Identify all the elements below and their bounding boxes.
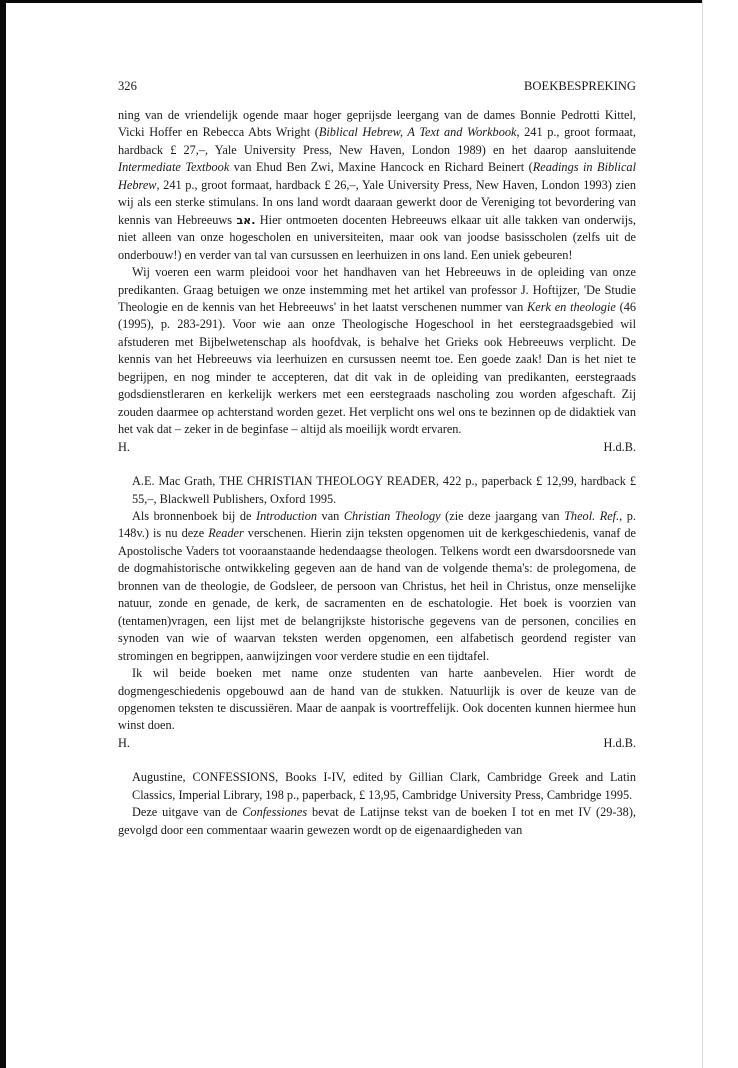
- signature-initial: H.: [118, 439, 130, 454]
- scan-border-left: [0, 0, 6, 1068]
- hebrew-letters: אב.: [236, 213, 256, 227]
- signature-initial: H.: [118, 735, 130, 750]
- page-number: 326: [118, 79, 137, 93]
- scan-border-top: [0, 0, 704, 3]
- review3-bibliographic-entry: Augustine, CONFESSIONS, Books I-IV, edited by Gillian Clark, Cambridge Greek and Latin Classics, Imperial Library, 198 p., paperback, £ 13,95, Cambridge University Press, Cambridge 1995.: [132, 770, 636, 802]
- running-head: BOEKBESPREKING: [524, 79, 636, 93]
- section-spacer: [118, 752, 636, 769]
- review2-signature: [118, 735, 636, 752]
- signature-author: H.d.B.: [603, 735, 636, 750]
- review2-paragraph-1: Als bronnenboek bij de Introduction van Christian Theology (zie deze jaargang van Theol. Ref., p. 148v.) is nu deze Reader verschenen. Hierin zijn teksten opgenomen uit de kerkgeschiedenis, vanaf de Apostolische Vaders tot vooraanstaande hedendaagse theologen. Telkens wordt een dwarsdoorsnede van de dogmahistorische ontwikkeling gegeven aan de hand van de volgende thema's: de prolegomena, de bronnen van de theologie, de Godsleer, de persoon van Christus, het heil in Christus, onze menselijke natuur, zonde en genade, de kerk, de sacramenten en de eschatologie. Het boek is voorzien van (tentamen)vragen, een lijst met de belangrijkste historische gegevens van de personen, concilies en synoden van wie of waarvan teksten werden opgenomen, een alfabetisch geordend register van stromingen en begrippen, aanwijzingen voor verdere studie en een tijdtafel.: [118, 508, 637, 663]
- review1-signature: [118, 439, 636, 456]
- page-body: [118, 107, 636, 839]
- scan-margin-right: [702, 0, 738, 1068]
- section-spacer: [118, 456, 636, 473]
- review1-paragraph-1: ning van de vriendelijk ogende maar hoger geprijsde leergang van de dames Bonnie Pedrotti Kittel, Vicki Hoffer en Rebecca Abts Wright (Biblical Hebrew, A Text and Workbook, 241 p., groot formaat, hardback £ 27,–, Yale University Press, New Haven, London 1989) en het daarop aansluitende Intermediate Textbook van Ehud Ben Zwi, Maxine Hancock en Richard Beinert (Readings in Biblical Hebrew, 241 p., groot formaat, hardback £ 26,–, Yale University Press, New Haven, London 1993) zien wij als een sterke stimulans. In ons land wordt daaraan gewerkt door de Vereniging tot bevordering van kennis van Hebreeuws אב. Hier ontmoeten docenten Hebreeuws elkaar uit alle takken van onderwijs, niet alleen van onze hogescholen en universiteiten, maar ook van joodse basisscholen (zelfs uit de onderbouw!) en verder van tal van cursussen en leerhuizen in ons land. Een uniek gebeuren!: [118, 108, 636, 262]
- page-header: [118, 78, 636, 95]
- signature-author: H.d.B.: [603, 439, 636, 454]
- review2-paragraph-2: Ik wil beide boeken met name onze studenten van harte aanbevelen. Hier wordt de dogmengeschiedenis opgebouwd aan de hand van de stukken. Natuurlijk is over de keuze van de opgenomen teksten te discussiëren. Maar de aanpak is voortreffelijk. Ook docenten kunnen hiermee hun winst doen.: [118, 666, 636, 733]
- review2-bibliographic-entry: A.E. Mac Grath, THE CHRISTIAN THEOLOGY READER, 422 p., paperback £ 12,99, hardback £ 55,–, Blackwell Publishers, Oxford 1995.: [132, 474, 636, 506]
- review1-paragraph-2: Wij voeren een warm pleidooi voor het handhaven van het Hebreeuws in de opleiding van onze predikanten. Graag betuigen we onze instemming met het artikel van professor J. Hoftijzer, 'De Studie Theologie en de kennis van het Hebreeuws' in het laatst verschenen nummer van Kerk en theologie (46 (1995), p. 283-291). Voor wie aan onze Theologische Hogeschool in het eerstegraadsgebied wil afstuderen met Bijbelwetenschap als hoofdvak, is behalve het Grieks ook Hebreeuws verplicht. De kennis van het Hebreeuws via leerhuizen en cursussen neemt toe. Een goede zaak! Dan is het niet te begrijpen, en nog minder te accepteren, dat dit vak in de opleiding van predikanten, eerstegraads godsdienstleraren en kerkelijk werkers met een eerstegraads nascholing zou worden afgeschaft. Zij zouden daarmee op achterstand worden gezet. Het verplicht ons wel ons te bezinnen op de didaktiek van het vak dat – zeker in de beginfase – altijd als moeilijk wordt ervaren.: [118, 265, 637, 437]
- review3-paragraph-1: Deze uitgave van de Confessiones bevat de Latijnse tekst van de boeken I tot en met IV (29-38), gevolgd door een commentaar waarin gewezen wordt op de eigenaardigheden van: [118, 805, 636, 837]
